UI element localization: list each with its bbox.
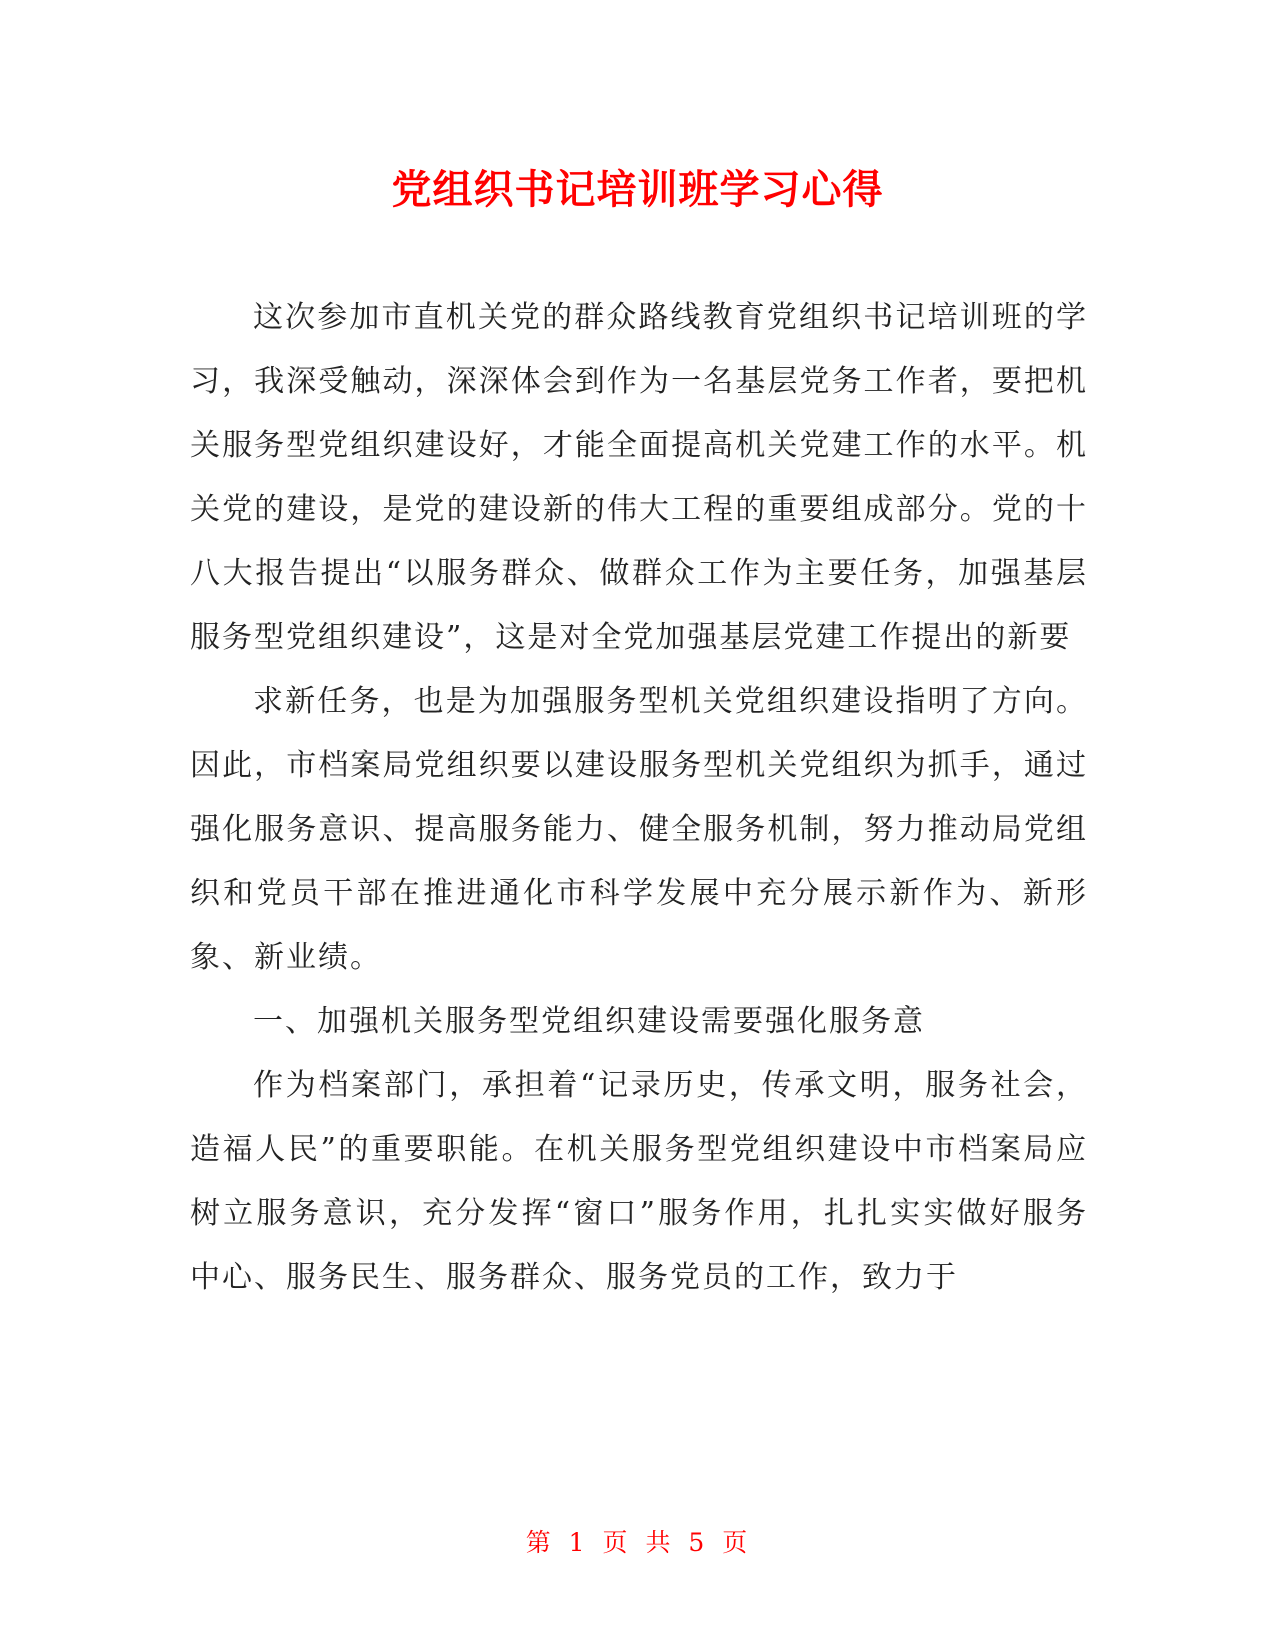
paragraph-2: 求新任务，也是为加强服务型机关党组织建设指明了方向。因此，市档案局党组织要以建设服务型机关党组织为抓手，通过强化服务意识、提高服务能力、健全服务机制，努力推动局党组织和党员干部在推进通化市科学发展中充分展示新作为、新形象、新业绩。 <box>190 684 1088 975</box>
document-title: 党组织书记培训班学习心得 <box>391 167 884 213</box>
paragraph-1: 这次参加市直机关党的群众路线教育党组织书记培训班的学习，我深受触动，深深体会到作为一名基层党务工作者，要把机关服务型党组织建设好，才能全面提高机关党建工作的水平。机关党的建设，是党的建设新的伟大工程的重要组成部分。党的十八大报告提出“以服务群众、做群众工作为主要任务，加强基层服务型党组织建设”，这是对全党加强基层党建工作提出的新要 <box>190 300 1088 655</box>
page-number-footer: 第 1 页 共 5 页 <box>525 1528 750 1557</box>
paragraph-3: 作为档案部门，承担着“记录历史，传承文明，服务社会，造福人民”的重要职能。在机关服务型党组织建设中市档案局应树立服务意识，充分发挥“窗口”服务作用，扎扎实实做好服务中心、服务民生、服务群众、服务党员的工作，致力于 <box>190 1068 1088 1295</box>
section-heading-1: 一、加强机关服务型党组织建设需要强化服务意 <box>253 1004 925 1039</box>
document-body <box>190 286 1088 1310</box>
